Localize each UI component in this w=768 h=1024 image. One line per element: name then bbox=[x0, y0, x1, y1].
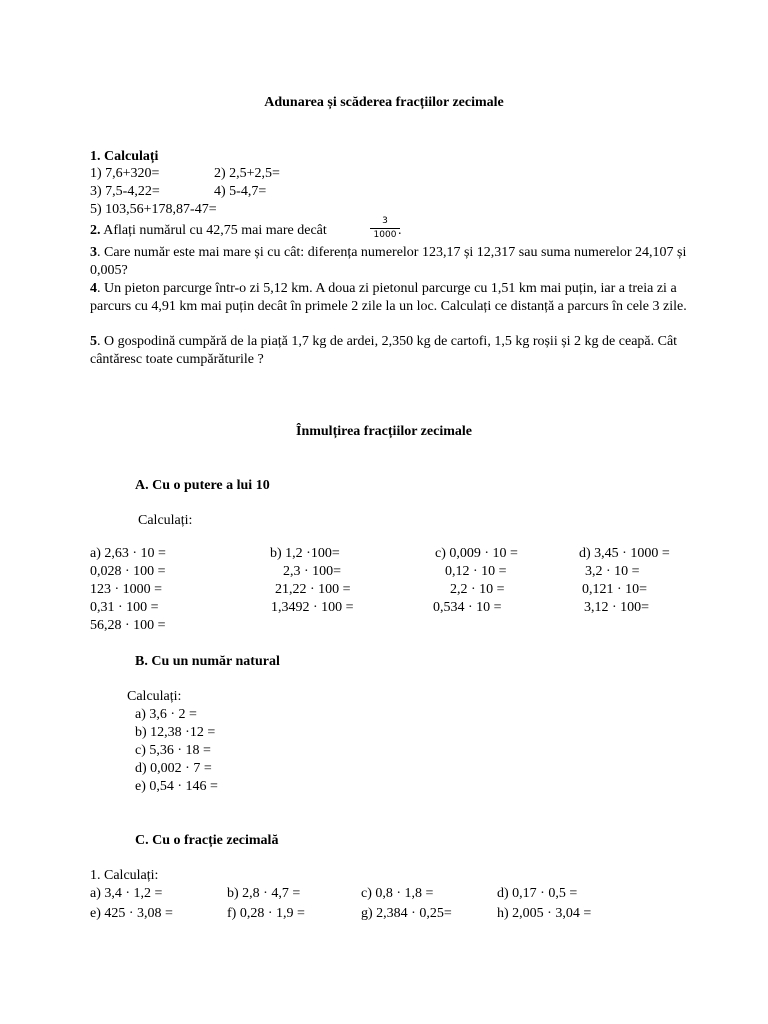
section-a-item: 0,121 · 10= bbox=[582, 582, 648, 597]
exercise-1-item: 1) 7,6+320= bbox=[90, 166, 160, 181]
section-a-item: 0,12 · 10 = bbox=[445, 564, 507, 579]
section-a-item: 3,12 · 100= bbox=[584, 600, 650, 615]
exercise-1-item: 2) 2,5+2,5= bbox=[214, 166, 280, 181]
fraction-denominator: 1000 bbox=[373, 230, 397, 240]
section-b-item: d) 0,002 · 7 = bbox=[135, 761, 212, 776]
section-a-item: 0,028 · 100 = bbox=[90, 564, 166, 579]
page-title: Adunarea și scăderea fracțiilor zecimale bbox=[264, 95, 504, 110]
section-a-item: b) 1,2 ·100= bbox=[270, 546, 340, 561]
section-a-item: 0,31 · 100 = bbox=[90, 600, 159, 615]
exercise-4-number: 4 bbox=[90, 281, 97, 296]
exercise-5 bbox=[90, 333, 690, 369]
section-c-heading: C. Cu o fracție zecimală bbox=[135, 833, 279, 848]
section-c-instruction: 1. Calculați: bbox=[90, 868, 159, 883]
section-b-item: a) 3,6 · 2 = bbox=[135, 707, 197, 722]
section-b-instruction: Calculați: bbox=[127, 689, 182, 704]
exercise-2-text: Aflați numărul cu 42,75 mai mare decât bbox=[100, 223, 327, 238]
section-c-item: d) 0,17 · 0,5 = bbox=[497, 886, 578, 901]
section-b-item: e) 0,54 · 146 = bbox=[135, 779, 218, 794]
section-c-item: c) 0,8 · 1,8 = bbox=[361, 886, 434, 901]
section-a-item: c) 0,009 · 10 = bbox=[435, 546, 518, 561]
section-a-item: 21,22 · 100 = bbox=[275, 582, 351, 597]
exercise-3-text: . Care număr este mai mare și cu cât: diferența numerelor 123,17 și 12,317 sau suma numerelor 24,107 și 0,005? bbox=[90, 245, 687, 278]
fraction bbox=[370, 216, 400, 241]
section-a-item: 2,2 · 10 = bbox=[450, 582, 505, 597]
exercise-1-item: 4) 5-4,7= bbox=[214, 184, 267, 199]
section-b-heading: B. Cu un număr natural bbox=[135, 654, 280, 669]
section-a-heading: A. Cu o putere a lui 10 bbox=[135, 478, 270, 493]
section-c-item: e) 425 · 3,08 = bbox=[90, 906, 173, 921]
exercise-4 bbox=[90, 280, 690, 316]
section-c-item: a) 3,4 · 1,2 = bbox=[90, 886, 163, 901]
exercise-1-item: 3) 7,5-4,22= bbox=[90, 184, 160, 199]
exercise-5-number: 5 bbox=[90, 334, 97, 349]
section-a-instruction: Calculați: bbox=[138, 513, 193, 528]
exercise-3-number: 3 bbox=[90, 245, 97, 260]
exercise-2-number: 2. bbox=[90, 223, 101, 238]
section-a-item: d) 3,45 · 1000 = bbox=[579, 546, 670, 561]
section-c-item: b) 2,8 · 4,7 = bbox=[227, 886, 301, 901]
section-a-item: 2,3 · 100= bbox=[283, 564, 342, 579]
section-c-item: f) 0,28 · 1,9 = bbox=[227, 906, 305, 921]
section-c-item: h) 2,005 · 3,04 = bbox=[497, 906, 592, 921]
exercise-1-label: 1. Calculați bbox=[90, 149, 159, 164]
section-b-item: b) 12,38 ·12 = bbox=[135, 725, 216, 740]
section-a-item: 0,534 · 10 = bbox=[433, 600, 502, 615]
section-title: Înmulțirea fracțiilor zecimale bbox=[296, 424, 472, 439]
exercise-4-text: . Un pieton parcurge într-o zi 5,12 km. A doua zi pietonul parcurge cu 1,51 km mai puțin, iar a treia zi a parcurs cu 4,91 km mai puțin decât în primele 2 zile la un loc. Calculați ce distanță a parcurs în cele 3 zile. bbox=[90, 281, 687, 314]
exercise-2 bbox=[90, 222, 327, 240]
section-a-item: 123 · 1000 = bbox=[90, 582, 163, 597]
exercise-5-text: . O gospodină cumpără de la piață 1,7 kg de ardei, 2,350 kg de cartofi, 1,5 kg roșii și 2 kg de ceapă. Cât cântăresc toate cumpărăturile ? bbox=[90, 334, 678, 367]
section-b-item: c) 5,36 · 18 = bbox=[135, 743, 211, 758]
exercise-1-item: 5) 103,56+178,87-47= bbox=[90, 202, 217, 217]
section-a-item: 56,28 · 100 = bbox=[90, 618, 166, 633]
section-a-item: 1,3492 · 100 = bbox=[271, 600, 354, 615]
fraction-numerator: 3 bbox=[370, 216, 400, 229]
exercise-3 bbox=[90, 244, 690, 280]
section-a-item: 3,2 · 10 = bbox=[585, 564, 640, 579]
section-a-item: a) 2,63 · 10 = bbox=[90, 546, 166, 561]
section-c-item: g) 2,384 · 0,25= bbox=[361, 906, 452, 921]
exercise-2-tail: . bbox=[398, 223, 402, 238]
